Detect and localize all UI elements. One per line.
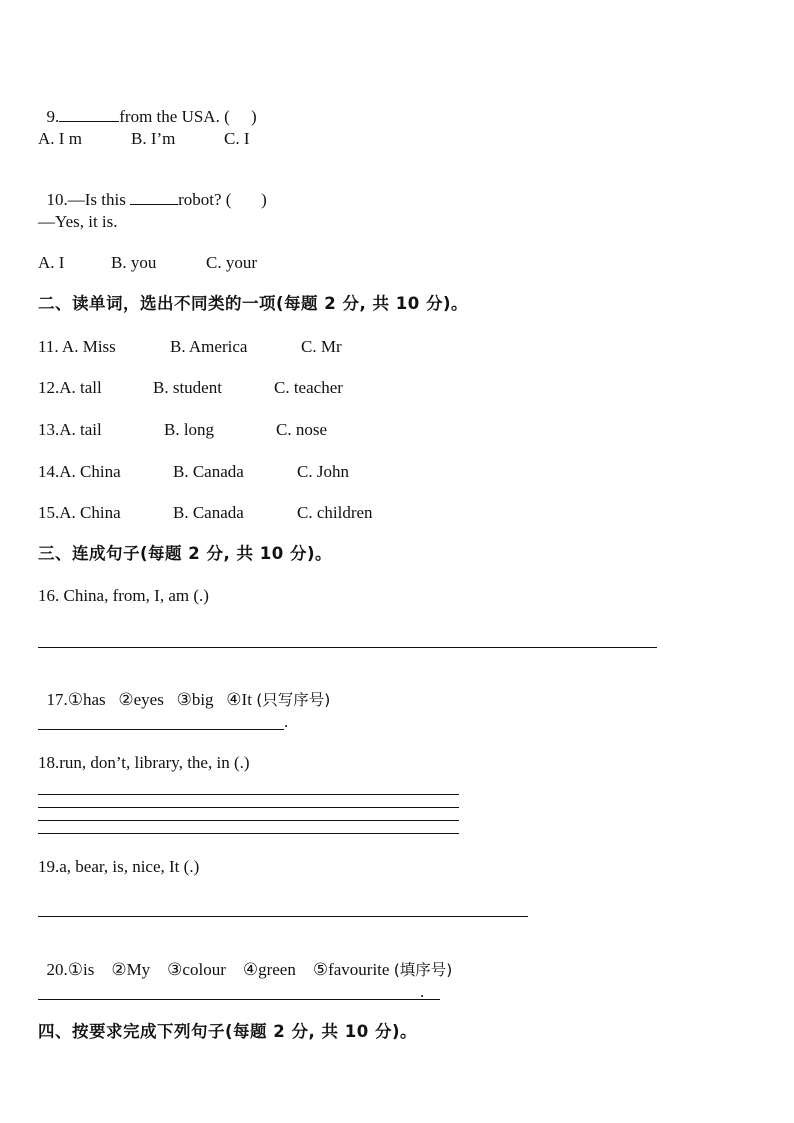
question-10-option-c[interactable]: C. your xyxy=(206,253,257,272)
question-11-option-c[interactable]: C. Mr xyxy=(301,337,342,356)
question-9-option-a[interactable]: A. I m xyxy=(38,129,82,148)
question-13-option-a[interactable]: 13.A. tail xyxy=(38,420,102,439)
question-15-option-a[interactable]: 15.A. China xyxy=(38,503,121,522)
question-18-answer-line-2[interactable] xyxy=(38,807,459,808)
question-10-reply: —Yes, it is. xyxy=(38,212,118,231)
question-15-option-b[interactable]: B. Canada xyxy=(173,503,244,522)
question-20-hint: (填序号) xyxy=(393,961,453,979)
question-17-period: . xyxy=(284,712,289,731)
question-14-option-c[interactable]: C. John xyxy=(297,462,349,481)
question-10-blank[interactable] xyxy=(130,190,178,205)
question-10-text: robot? ( ) xyxy=(178,190,267,209)
question-9 xyxy=(38,87,257,127)
question-13-option-b[interactable]: B. long xyxy=(164,420,215,439)
question-17-hint: (只写序号) xyxy=(256,691,331,709)
question-12-option-c[interactable]: C. teacher xyxy=(274,378,343,397)
section-3-title: 三、连成句子(每题 2 分, 共 10 分)。 xyxy=(38,544,333,563)
question-18-answer-line-3[interactable] xyxy=(38,820,459,821)
question-15-option-c[interactable]: C. children xyxy=(297,503,373,522)
question-20-answer-line[interactable] xyxy=(38,999,440,1000)
question-19: 19.a, bear, is, nice, It (.) xyxy=(38,857,200,876)
question-10-option-b[interactable]: B. you xyxy=(111,253,157,272)
question-9-text: from the USA. ( ) xyxy=(119,107,257,126)
question-10 xyxy=(38,170,267,210)
question-11-option-b[interactable]: B. America xyxy=(170,337,248,356)
section-2-title: 二、读单词，选出不同类的一项(每题 2 分, 共 10 分)。 xyxy=(38,294,469,313)
question-9-option-c[interactable]: C. I xyxy=(224,129,250,148)
question-13-option-c[interactable]: C. nose xyxy=(276,420,327,439)
question-18-answer-line-1[interactable] xyxy=(38,794,459,795)
question-20-words: 20.①is ②My ③colour ④green ⑤favourite xyxy=(46,960,394,979)
question-18: 18.run, don’t, library, the, in (.) xyxy=(38,753,250,772)
question-16-answer-line[interactable] xyxy=(38,647,657,648)
section-4-title: 四、按要求完成下列句子(每题 2 分, 共 10 分)。 xyxy=(38,1022,418,1041)
question-19-answer-line[interactable] xyxy=(38,916,528,917)
question-9-blank[interactable] xyxy=(59,107,119,122)
question-17-words: 17.①has ②eyes ③big ④It xyxy=(46,690,257,709)
question-11-option-a[interactable]: 11. A. Miss xyxy=(38,337,116,356)
question-17-answer-line[interactable] xyxy=(38,729,284,730)
question-20-period: . xyxy=(420,982,425,1001)
question-14-option-b[interactable]: B. Canada xyxy=(173,462,244,481)
question-12-option-a[interactable]: 12.A. tall xyxy=(38,378,102,397)
question-20 xyxy=(38,940,452,980)
question-9-number: 9. xyxy=(46,107,60,126)
question-10-option-a[interactable]: A. I xyxy=(38,253,65,272)
question-17 xyxy=(38,670,330,710)
question-10-prompt: 10.—Is this xyxy=(46,190,126,209)
question-14-option-a[interactable]: 14.A. China xyxy=(38,462,121,481)
question-16: 16. China, from, I, am (.) xyxy=(38,586,209,605)
question-9-option-b[interactable]: B. I’m xyxy=(131,129,176,148)
question-12-option-b[interactable]: B. student xyxy=(153,378,222,397)
question-18-answer-line-4[interactable] xyxy=(38,833,459,834)
